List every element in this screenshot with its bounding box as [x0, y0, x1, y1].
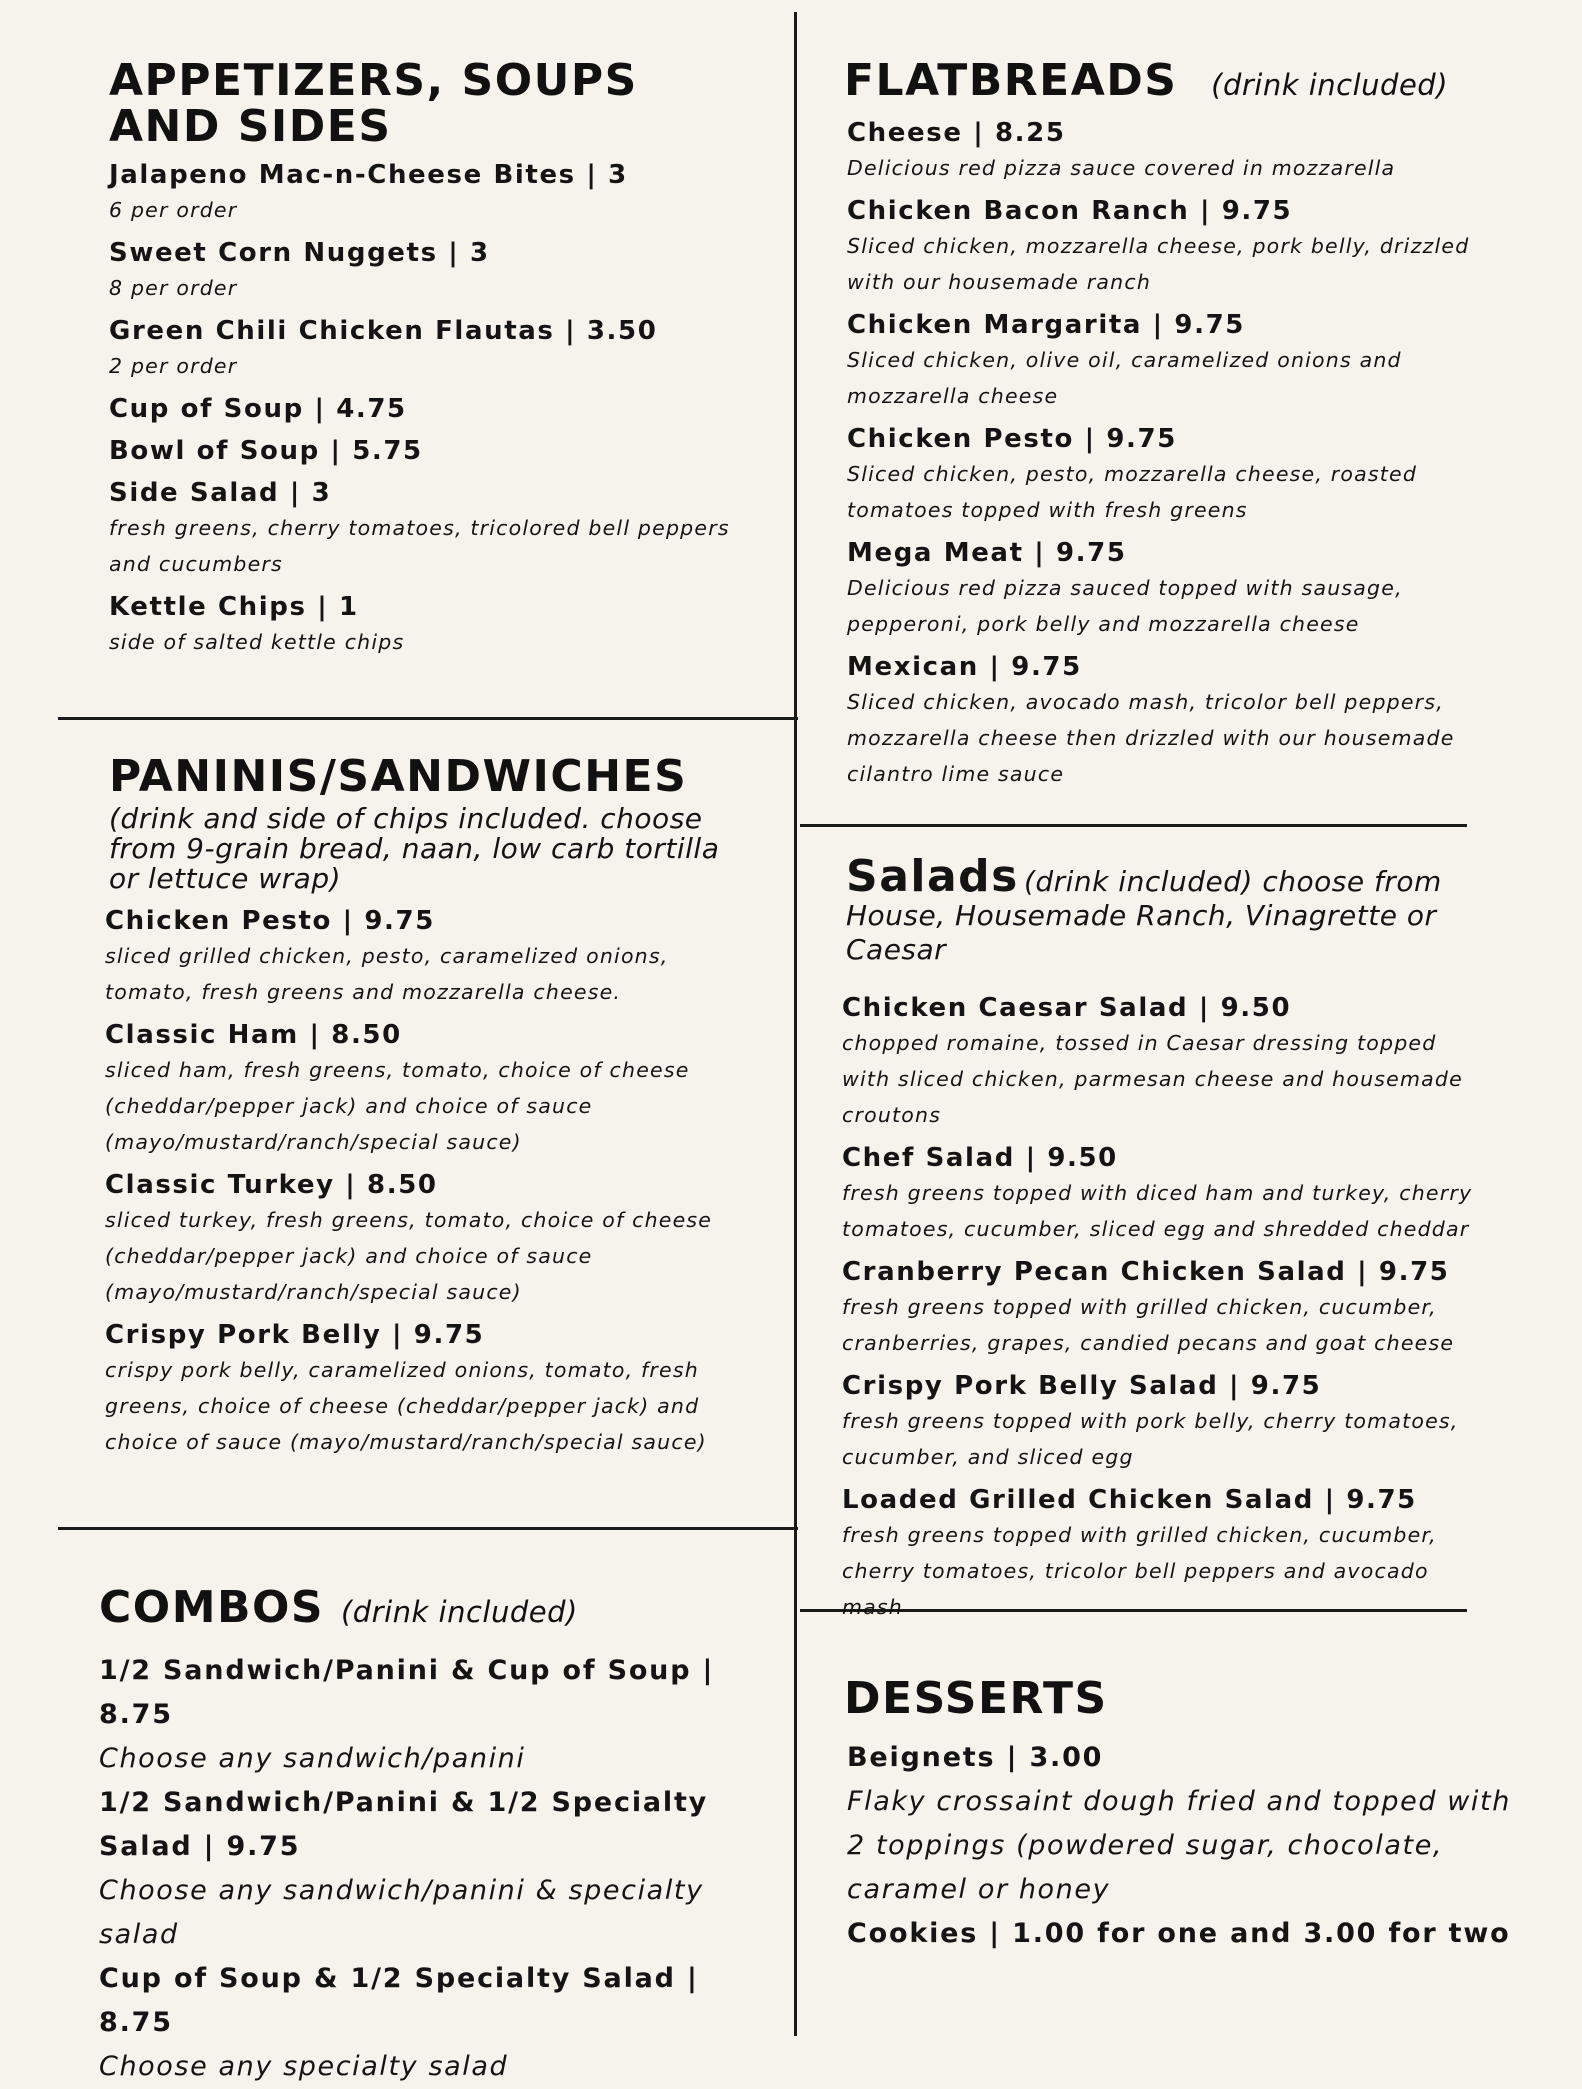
- combos-list: [99, 1649, 779, 2089]
- menu-item: [842, 991, 1486, 1133]
- menu-item: [109, 434, 749, 468]
- paninis-note: (drink and side of chips included. choose from 9-grain bread, naan, low carb tortilla or lettuce wrap): [109, 802, 720, 895]
- menu-item-description: Choose any specialty salad: [99, 2051, 509, 2082]
- menu-item-description: fresh greens topped with pork belly, cherry tomatoes, cucumber, and sliced egg: [842, 1409, 1459, 1469]
- appetizers-title: APPETIZERS, SOUPS AND SIDES: [109, 55, 638, 152]
- menu-item-name: Side Salad | 3: [109, 478, 332, 508]
- menu-item: [847, 194, 1484, 300]
- menu-item-name: 1/2 Sandwich/Panini & 1/2 Specialty Salad | 9.75: [99, 1787, 709, 1862]
- divider-appetizers-paninis: [58, 717, 798, 720]
- menu-item: [105, 904, 749, 1010]
- paninis-title: PANINIS/SANDWICHES: [109, 751, 688, 802]
- salads-heading: [846, 851, 1486, 969]
- menu-item-name: Cranberry Pecan Chicken Salad | 9.75: [842, 1257, 1450, 1287]
- menu-item-name: Chicken Pesto | 9.75: [847, 424, 1177, 454]
- salads-note: (drink included) choose from House, Housemade Ranch, Vinagrette or Caesar: [846, 865, 1442, 966]
- menu-item-name: Loaded Grilled Chicken Salad | 9.75: [842, 1485, 1417, 1515]
- menu-item-description: Sliced chicken, olive oil, caramelized onions and mozzarella cheese: [847, 348, 1402, 408]
- menu-item: [105, 1168, 749, 1310]
- desserts-list: [847, 1736, 1527, 1956]
- menu-item: [109, 236, 749, 306]
- menu-item: [847, 1912, 1527, 1956]
- menu-item: [109, 392, 749, 426]
- salads-list: [842, 991, 1486, 1625]
- desserts-title: DESSERTS: [844, 1673, 1108, 1724]
- menu-item-description: 2 per order: [109, 354, 238, 378]
- combos-heading: [99, 1582, 779, 1635]
- menu-item: [847, 1736, 1527, 1912]
- menu-item: [847, 308, 1484, 414]
- menu-item-name: Chicken Bacon Ranch | 9.75: [847, 196, 1293, 226]
- menu-item-description: sliced ham, fresh greens, tomato, choice of cheese (cheddar/pepper jack) and choice of sauce (mayo/mustard/ranch/special sauce): [105, 1058, 690, 1154]
- menu-item-name: Green Chili Chicken Flautas | 3.50: [109, 316, 658, 346]
- menu-item-description: crispy pork belly, caramelized onions, tomato, fresh greens, choice of cheese (cheddar/pepper jack) and choice of sauce (mayo/mustard/ranch/special sauce): [105, 1358, 707, 1454]
- menu-item-name: Cookies | 1.00 for one and 3.00 for two: [847, 1918, 1511, 1949]
- menu-item-description: Delicious red pizza sauce covered in mozzarella: [847, 156, 1396, 180]
- menu-item-name: Chicken Pesto | 9.75: [105, 906, 435, 936]
- salads-title: Salads: [846, 851, 1019, 902]
- salads-section: [842, 851, 1486, 1625]
- menu-item-description: Flaky crossaint dough fried and topped with 2 toppings (powdered sugar, chocolate, caramel or honey: [847, 1786, 1511, 1905]
- menu-item-description: fresh greens topped with grilled chicken, cucumber, cherry tomatoes, tricolor bell peppers and avocado mash: [842, 1523, 1437, 1619]
- menu-item: [842, 1255, 1486, 1361]
- menu-item-description: sliced turkey, fresh greens, tomato, choice of cheese (cheddar/pepper jack) and choice of sauce (mayo/mustard/ranch/special sauce): [105, 1208, 713, 1304]
- flatbreads-title: FLATBREADS: [844, 55, 1178, 106]
- menu-item: [99, 1649, 779, 1781]
- menu-item: [109, 158, 749, 228]
- center-divider: [794, 12, 797, 2036]
- menu-item-name: Chicken Margarita | 9.75: [847, 310, 1245, 340]
- menu-item: [847, 536, 1484, 642]
- menu-item-name: Cheese | 8.25: [847, 118, 1066, 148]
- menu-item-description: Choose any sandwich/panini & specialty salad: [99, 1875, 704, 1950]
- combos-title: COMBOS: [99, 1582, 325, 1633]
- menu-item-description: fresh greens, cherry tomatoes, tricolored bell peppers and cucumbers: [109, 516, 730, 576]
- combos-section: [99, 1582, 779, 2089]
- menu-item-description: Choose any sandwich/panini: [99, 1743, 526, 1774]
- combos-note: (drink included): [340, 1595, 578, 1629]
- menu-item-description: chopped romaine, tossed in Caesar dressing topped with sliced chicken, parmesan cheese and housemade croutons: [842, 1031, 1463, 1127]
- menu-item-name: Crispy Pork Belly Salad | 9.75: [842, 1371, 1322, 1401]
- menu-item-name: Chef Salad | 9.50: [842, 1143, 1118, 1173]
- menu-item: [847, 650, 1484, 792]
- menu-item: [842, 1483, 1486, 1625]
- menu-item-name: Cup of Soup & 1/2 Specialty Salad | 8.75: [99, 1963, 699, 2038]
- menu-item-description: Sliced chicken, pesto, mozzarella cheese, roasted tomatoes topped with fresh greens: [847, 462, 1418, 522]
- menu-item-description: 8 per order: [109, 276, 238, 300]
- menu-item-description: fresh greens topped with diced ham and turkey, cherry tomatoes, cucumber, sliced egg and shredded cheddar: [842, 1181, 1473, 1241]
- appetizers-section: [109, 55, 749, 660]
- flatbreads-section: [844, 55, 1484, 792]
- menu-item-name: Classic Ham | 8.50: [105, 1020, 402, 1050]
- menu-item: [842, 1369, 1486, 1475]
- menu-item-name: Sweet Corn Nuggets | 3: [109, 238, 490, 268]
- appetizers-list: [109, 158, 749, 660]
- menu-item-description: side of salted kettle chips: [109, 630, 405, 654]
- flatbreads-heading: [844, 55, 1484, 108]
- menu-item: [847, 116, 1484, 186]
- paninis-section: [105, 751, 749, 1460]
- menu-item: [99, 1957, 779, 2089]
- menu-item-description: Sliced chicken, mozzarella cheese, pork belly, drizzled with our housemade ranch: [847, 234, 1470, 294]
- menu-item: [109, 476, 749, 582]
- menu-item-name: Classic Turkey | 8.50: [105, 1170, 438, 1200]
- menu-item-description: fresh greens topped with grilled chicken, cucumber, cranberries, grapes, candied pecans and goat cheese: [842, 1295, 1455, 1355]
- divider-paninis-combos: [58, 1527, 798, 1530]
- menu-item: [99, 1781, 779, 1957]
- menu-item-name: Beignets | 3.00: [847, 1742, 1104, 1773]
- flatbreads-note: (drink included): [1211, 68, 1449, 102]
- desserts-section: [844, 1673, 1524, 1956]
- menu-item: [109, 590, 749, 660]
- menu-item-name: Mexican | 9.75: [847, 652, 1082, 682]
- menu-item: [847, 422, 1484, 528]
- menu-item: [109, 314, 749, 384]
- menu-item-name: Jalapeno Mac-n-Cheese Bites | 3: [109, 160, 628, 190]
- menu-item-description: Delicious red pizza sauced topped with sausage, pepperoni, pork belly and mozzarella cheese: [847, 576, 1403, 636]
- menu-item: [842, 1141, 1486, 1247]
- menu-item-name: Crispy Pork Belly | 9.75: [105, 1320, 485, 1350]
- menu-item: [105, 1018, 749, 1160]
- menu-item-description: sliced grilled chicken, pesto, caramelized onions, tomato, fresh greens and mozzarella cheese.: [105, 944, 669, 1004]
- menu-item-name: Bowl of Soup | 5.75: [109, 436, 423, 466]
- divider-flatbreads-salads: [800, 824, 1467, 827]
- menu-item-name: Mega Meat | 9.75: [847, 538, 1127, 568]
- menu-item-description: Sliced chicken, avocado mash, tricolor bell peppers, mozzarella cheese then drizzled with our housemade cilantro lime sauce: [847, 690, 1455, 786]
- menu-item: [105, 1318, 749, 1460]
- menu-item-name: Kettle Chips | 1: [109, 592, 359, 622]
- menu-item-name: Cup of Soup | 4.75: [109, 394, 407, 424]
- menu-item-name: Chicken Caesar Salad | 9.50: [842, 993, 1292, 1023]
- menu-item-description: 6 per order: [109, 198, 238, 222]
- flatbreads-list: [847, 116, 1484, 792]
- menu-item-name: 1/2 Sandwich/Panini & Cup of Soup | 8.75: [99, 1655, 715, 1730]
- paninis-list: [105, 904, 749, 1460]
